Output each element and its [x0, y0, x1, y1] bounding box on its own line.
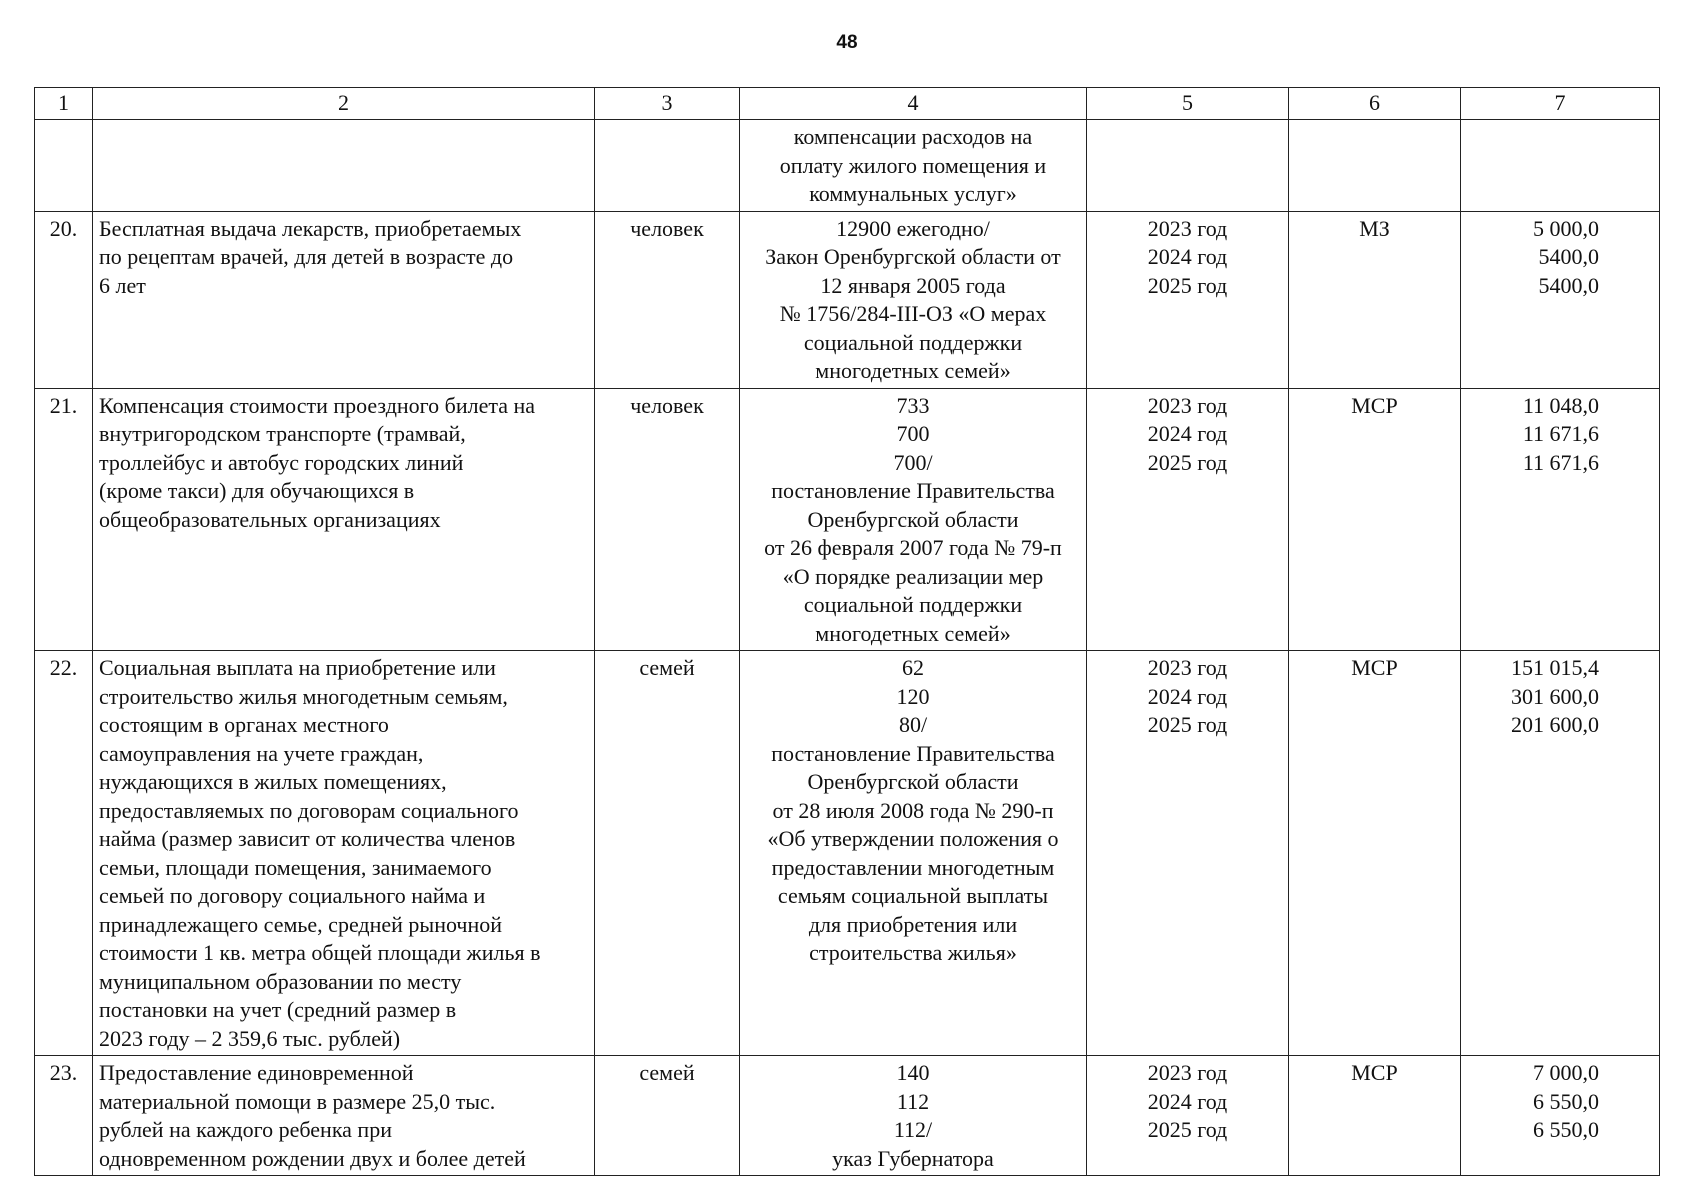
measure-title-line: Социальная выплата на приобретение или [99, 655, 496, 680]
funding-amounts-cell [1461, 1056, 1660, 1176]
funding-amounts-line: 301 600,0 [1511, 683, 1599, 709]
legal-basis-cell [740, 651, 1087, 1056]
legal-basis-line: 62 [902, 655, 924, 680]
measure-title-line: троллейбус и автобус городских линий [99, 449, 464, 475]
period-years-line: 2023 год [1147, 392, 1228, 418]
measure-title-line: Бесплатная выдача лекарств, приобретаемых [99, 215, 522, 241]
legal-basis-cell [740, 211, 1087, 388]
period-years-line: 2024 год [1147, 1088, 1228, 1114]
row-number: 23. [49, 1060, 78, 1085]
page-number: 48 [836, 32, 858, 53]
legal-basis-line: социальной поддержки [803, 329, 1023, 355]
period-years-cell [1087, 211, 1289, 388]
period-years-line: 2023 год [1147, 215, 1228, 241]
period-years-line: 2025 год [1147, 272, 1228, 298]
legal-basis-line: от 26 февраля 2007 года № 79-п [764, 535, 1062, 560]
measure-title-line: принадлежащего семье, средней рыночной [99, 911, 503, 937]
unit-of-measure: человек [630, 392, 704, 418]
legal-basis-line: постановление Правительства [771, 478, 1055, 503]
legal-basis-line: Оренбургской области [807, 769, 1019, 794]
measure-title-line: одновременном рождении двух и более детей [99, 1145, 526, 1171]
responsible-agency-cell [1289, 1056, 1461, 1176]
funding-amounts-cell [1461, 651, 1660, 1056]
column-header: 4 [740, 88, 1087, 120]
period-years-cell [1087, 651, 1289, 1056]
responsible-agency-cell [1289, 651, 1461, 1056]
table-row [35, 651, 1660, 1056]
funding-amounts-line: 7 000,0 [1533, 1060, 1599, 1085]
period-years-cell [1087, 1056, 1289, 1176]
measure-title-line: Компенсация стоимости проездного билета на [99, 392, 536, 418]
unit-of-measure: семей [639, 655, 695, 680]
period-years-cell [1087, 120, 1289, 212]
legal-basis-line: 120 [896, 683, 930, 709]
unit-of-measure-cell [595, 120, 740, 212]
legal-basis-line: 140 [896, 1060, 930, 1085]
legal-basis-cell [740, 120, 1087, 212]
measures-table [34, 87, 1660, 1176]
funding-amounts-line: 5 000,0 [1533, 215, 1599, 241]
row-number-cell [35, 388, 93, 651]
responsible-agency-cell [1289, 388, 1461, 651]
funding-amounts-line: 6 550,0 [1533, 1117, 1599, 1142]
table-row [35, 1056, 1660, 1176]
table-row [35, 120, 1660, 212]
table-row [35, 211, 1660, 388]
column-header: 3 [595, 88, 740, 120]
legal-basis-line: для приобретения или [808, 911, 1018, 937]
unit-of-measure-cell [595, 651, 740, 1056]
row-number: 21. [49, 392, 78, 418]
row-number-cell [35, 120, 93, 212]
measure-title-line: внутригородском транспорте (трамвай, [99, 421, 466, 446]
measure-title-cell [93, 211, 595, 388]
measure-title-line: найма (размер зависит от количества членов [99, 826, 516, 851]
row-number: 20. [49, 215, 78, 241]
measure-title-line: материальной помощи в размере 25,0 тыс. [99, 1088, 496, 1114]
funding-amounts-cell [1461, 388, 1660, 651]
unit-of-measure: семей [639, 1060, 695, 1085]
measure-title-cell [93, 388, 595, 651]
legal-basis-line: строительства жилья» [809, 940, 1017, 965]
funding-amounts-line: 11 671,6 [1522, 449, 1599, 475]
unit-of-measure-cell [595, 211, 740, 388]
funding-amounts-line: 5400,0 [1538, 244, 1599, 269]
legal-basis-cell [740, 388, 1087, 651]
responsible-agency-cell [1289, 211, 1461, 388]
responsible-agency-cell [1289, 120, 1461, 212]
period-years-line: 2025 год [1147, 449, 1228, 475]
responsible-agency: МСР [1351, 1060, 1398, 1085]
measure-title-line: семьи, площади помещения, занимаемого [99, 854, 492, 880]
measure-title-line: рублей на каждого ребенка при [99, 1117, 392, 1142]
legal-basis-line: «Об утверждении положения о [767, 826, 1059, 851]
funding-amounts-line: 11 048,0 [1522, 392, 1599, 418]
unit-of-measure: человек [630, 215, 704, 241]
legal-basis-line: оплату жилого помещения и [779, 152, 1047, 178]
legal-basis-line: № 1756/284-III-ОЗ «О мерах [779, 301, 1047, 326]
legal-basis-line: многодетных семей» [815, 620, 1011, 646]
legal-basis-line: социальной поддержки [803, 592, 1023, 617]
row-number-cell [35, 651, 93, 1056]
legal-basis-line: Оренбургской области [807, 506, 1019, 532]
legal-basis-line: семьям социальной выплаты [777, 883, 1049, 908]
legal-basis-line: 112 [896, 1088, 930, 1114]
measure-title-cell [93, 120, 595, 212]
legal-basis-line: 733 [896, 392, 930, 418]
measure-title-line: Предоставление единовременной [99, 1060, 414, 1085]
responsible-agency: МЗ [1359, 215, 1390, 241]
table-header-row [35, 88, 1660, 120]
legal-basis-line: постановление Правительства [771, 740, 1055, 766]
measure-title-line: семьей по договору социального найма и [99, 883, 486, 908]
measure-title-cell [93, 1056, 595, 1176]
funding-amounts-line: 5400,0 [1538, 272, 1599, 298]
legal-basis-line: компенсации расходов на [793, 124, 1033, 149]
measure-title-line: строительство жилья многодетным семьям, [99, 683, 508, 709]
row-number-cell [35, 211, 93, 388]
table-row [35, 388, 1660, 651]
column-header: 7 [1461, 88, 1660, 120]
measure-title-line: нуждающихся в жилых помещениях, [99, 769, 447, 794]
measure-title-line: (кроме такси) для обучающихся в [99, 478, 415, 503]
legal-basis-line: 12 января 2005 года [820, 272, 1006, 298]
measure-title-line: постановки на учет (средний размер в [99, 997, 457, 1022]
measure-title-line: предоставляемых по договорам социального [99, 797, 519, 823]
measure-title-line: 2023 году – 2 359,6 тыс. рублей) [99, 1025, 401, 1051]
period-years-line: 2023 год [1147, 655, 1228, 680]
responsible-agency: МСР [1351, 392, 1398, 418]
measure-title-line: по рецептам врачей, для детей в возрасте до [99, 244, 514, 269]
legal-basis-line: указ Губернатора [832, 1145, 994, 1171]
column-header: 5 [1087, 88, 1289, 120]
legal-basis-line: многодетных семей» [815, 358, 1011, 383]
legal-basis-line: коммунальных услуг» [809, 181, 1017, 206]
column-header: 1 [35, 88, 93, 120]
funding-amounts-line: 201 600,0 [1511, 712, 1599, 737]
period-years-line: 2024 год [1147, 683, 1228, 709]
funding-amounts-cell [1461, 211, 1660, 388]
funding-amounts-line: 151 015,4 [1511, 655, 1599, 680]
unit-of-measure-cell [595, 1056, 740, 1176]
period-years-line: 2023 год [1147, 1060, 1228, 1085]
period-years-cell [1087, 388, 1289, 651]
column-header: 6 [1289, 88, 1461, 120]
legal-basis-line: 112/ [893, 1117, 933, 1142]
legal-basis-line: 700 [896, 421, 930, 446]
legal-basis-line: Закон Оренбургской области от [765, 244, 1061, 269]
funding-amounts-cell [1461, 120, 1660, 212]
measure-title-line: 6 лет [99, 272, 146, 298]
legal-basis-cell [740, 1056, 1087, 1176]
legal-basis-line: от 28 июля 2008 года № 290-п [772, 797, 1054, 823]
unit-of-measure-cell [595, 388, 740, 651]
period-years-line: 2025 год [1147, 712, 1228, 737]
legal-basis-line: 80/ [898, 712, 928, 737]
measure-title-line: самоуправления на учете граждан, [99, 740, 424, 766]
period-years-line: 2024 год [1147, 421, 1228, 446]
measure-title-line: общеобразовательных организациях [99, 506, 441, 532]
period-years-line: 2025 год [1147, 1117, 1228, 1142]
legal-basis-line: предоставлении многодетным [771, 854, 1055, 880]
row-number: 22. [49, 655, 78, 680]
row-number-cell [35, 1056, 93, 1176]
legal-basis-line: 12900 ежегодно/ [836, 215, 990, 241]
responsible-agency: МСР [1351, 655, 1398, 680]
legal-basis-line: 700/ [893, 449, 933, 475]
period-years-line: 2024 год [1147, 244, 1228, 269]
funding-amounts-line: 6 550,0 [1533, 1088, 1599, 1114]
legal-basis-line: «О порядке реализации мер [782, 563, 1044, 589]
measure-title-line: состоящим в органах местного [99, 712, 389, 737]
measure-title-line: муниципальном образовании по месту [99, 968, 462, 994]
column-header: 2 [93, 88, 595, 120]
measure-title-line: стоимости 1 кв. метра общей площади жилья в [99, 940, 541, 965]
funding-amounts-line: 11 671,6 [1522, 421, 1599, 446]
measure-title-cell [93, 651, 595, 1056]
